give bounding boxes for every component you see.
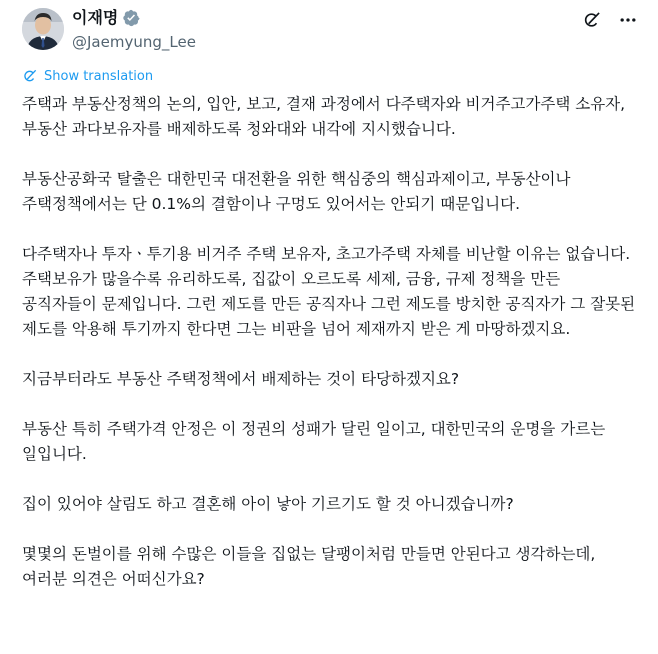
avatar[interactable] xyxy=(22,8,64,50)
tweet-text xyxy=(22,92,638,617)
tweet-paragraph: 부동산공화국 탈출은 대한민국 대전환을 위한 핵심중의 핵심과제이고, 부동산이나 주택정책에서는 단 0.1%의 결함이나 구멍도 있어서는 안되기 때문입니다. xyxy=(22,170,571,213)
more-icon[interactable] xyxy=(618,10,638,30)
tweet-paragraph: 주택과 부동산정책의 논의, 입안, 보고, 결재 과정에서 다주택자와 비거주고가주택 소유자, 부동산 과다보유자를 배제하도록 청와대와 내각에 지시했습니다. xyxy=(22,95,626,138)
tweet-paragraph: 몇몇의 돈벌이를 위해 수많은 이들을 집없는 달팽이처럼 만들면 안된다고 생각하는데, 여러분 의견은 어떠신가요? xyxy=(22,545,596,588)
show-translation-label[interactable]: Show translation xyxy=(44,68,154,84)
show-translation-button[interactable] xyxy=(22,68,153,84)
tweet-paragraph: 지금부터라도 부동산 주택정책에서 배제하는 것이 타당하겠지요? xyxy=(22,370,460,388)
tweet-paragraph: 다주택자나 투자ㆍ투기용 비거주 주택 보유자, 초고가주택 자체를 비난할 이유는 없습니다. 주택보유가 많을수록 유리하도록, 집값이 오르도록 세제, 금융, 규제 정책을 만든 공직자들이 문제입니다. 그런 제도를 만든 공직자나 그런 제도를 방치한 공직자가 그 잘못된 제도를 악용해 투기까지 한다면 그는 비판을 넘어 제재까지 받은 게 마땅하겠지요. xyxy=(22,245,636,338)
author-display-name-row xyxy=(72,7,196,29)
avatar-photo xyxy=(22,8,64,50)
grok-icon[interactable] xyxy=(582,10,602,30)
tweet-paragraph: 부동산 특히 주택가격 안정은 이 정권의 성패가 달린 일이고, 대한민국의 운명을 가르는 일입니다. xyxy=(22,420,606,463)
verified-badge-icon[interactable] xyxy=(122,9,140,27)
author-handle[interactable]: @Jaemyung_Lee xyxy=(72,33,196,51)
tweet-header xyxy=(22,6,644,54)
author-display-name[interactable]: 이재명 xyxy=(72,8,119,27)
author-names xyxy=(72,7,196,52)
header-actions xyxy=(582,10,638,30)
translate-icon xyxy=(22,68,38,84)
tweet-paragraph: 집이 있어야 살림도 하고 결혼해 아이 낳아 기르기도 할 것 아니겠습니까? xyxy=(22,495,514,513)
